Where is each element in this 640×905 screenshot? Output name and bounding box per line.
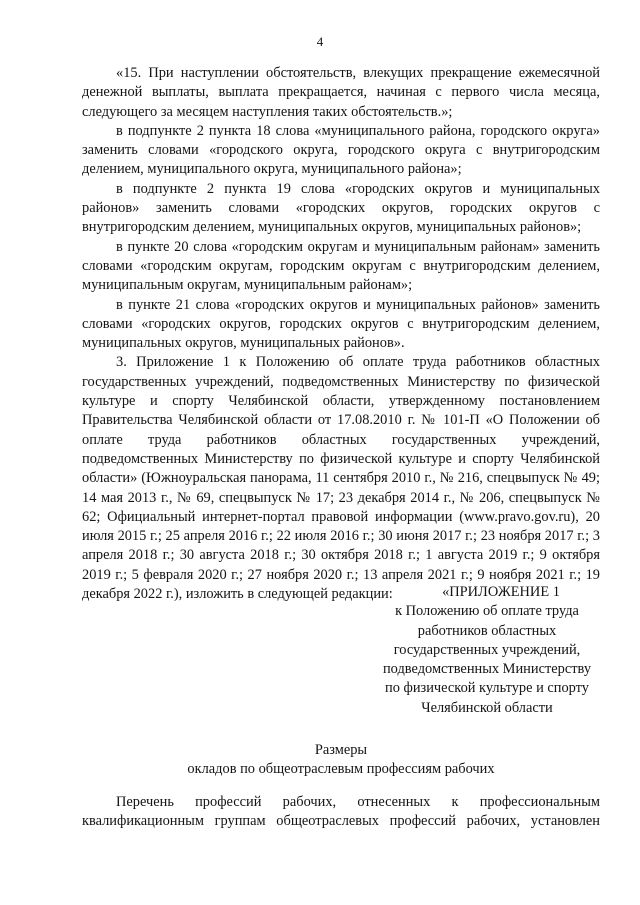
- appendix-title: «ПРИЛОЖЕНИЕ 1: [442, 584, 560, 600]
- section-heading-line1: Размеры: [314, 742, 368, 758]
- amendment-text: [82, 64, 600, 604]
- appendix-line: к Положению об оплате труда: [395, 603, 579, 620]
- appendix-line: Челябинской области: [421, 699, 553, 716]
- appendix-line: по физической культуре и спорту: [385, 680, 589, 697]
- section-heading-line2: окладов по общеотраслевым профессиям рабочих: [187, 761, 495, 778]
- section-heading: [82, 741, 600, 780]
- appendix-line: подведомственных Министерству: [382, 661, 592, 678]
- paragraph-clause-18: в подпункте 2 пункта 18 слова «муниципального района, городского округа» заменить словами «городского округа, городского округа с внутригородским делением, муниципального округа, муниципального района»;: [82, 122, 600, 178]
- intro-paragraph: Перечень профессий рабочих, отнесенных к профессиональным квалификационным группам общеотраслевых профессий рабочих, установлен: [82, 794, 600, 830]
- paragraph-clause-21: в пункте 21 слова «городских округов и муниципальных районов» заменить словами «городских округов, городских округов с внутригородским делением, муниципальных округов, муниципальных районов».: [82, 296, 600, 352]
- appendix-line: государственных учреждений,: [393, 641, 581, 658]
- page-number: 4: [316, 34, 324, 49]
- paragraph-clause-19: в подпункте 2 пункта 19 слова «городских округов и муниципальных районов» заменить словами «городских округов, городских округов с внутригородским делением, муниципальных округов, муниципальных районов»;: [82, 180, 600, 236]
- appendix-line: работников областных: [417, 622, 557, 639]
- paragraph-clause-20: в пункте 20 слова «городским округам и муниципальным районам» заменить словами «городским округам, городским округам с внутригородским делением, муниципальным округам, муниципальным районам»;: [82, 238, 600, 294]
- paragraph-section-3: 3. Приложение 1 к Положению об оплате труда работников областных государственных учреждений, подведомственных Министерству по физической культуре и спорту Челябинской области, утвержденному постановлением Правительства Челябинской области от 17.08.2010 г. № 101-П «О Положении об оплате труда работников областных государственных учреждений, подведомственных Министерству по физической культуре и спорту Челябинской области» (Южноуральская панорама, 11 сентября 2010 г., № 216, спецвыпуск № 49; 14 мая 2013 г., № 69, спецвыпуск № 17; 23 декабря 2014 г., № 206, спецвыпуск № 62; Официальный интернет-портал правовой информации (www.pravo.gov.ru), 20 июля 2015 г.; 25 апреля 2016 г.; 22 июля 2016 г.; 30 июня 2017 г.; 23 ноября 2017 г.; 3 апреля 2018 г.; 30 августа 2018 г.; 30 октября 2018 г.; 1 августа 2019 г.; 9 октября 2019 г.; 5 февраля 2020 г.; 27 ноября 2020 г.; 13 апреля 2021 г.; 9 ноября 2021 г.; 19 декабря 2022 г.), изложить в следующей редакции:: [82, 354, 600, 603]
- paragraph-item-15: «15. При наступлении обстоятельств, влекущих прекращение ежемесячной денежной выплаты, выплата прекращается, начиная с первого числа месяца, следующего за месяцем наступления таких обстоятельств.»;: [82, 65, 600, 120]
- appendix-header: [356, 583, 618, 718]
- intro-text: [82, 793, 600, 832]
